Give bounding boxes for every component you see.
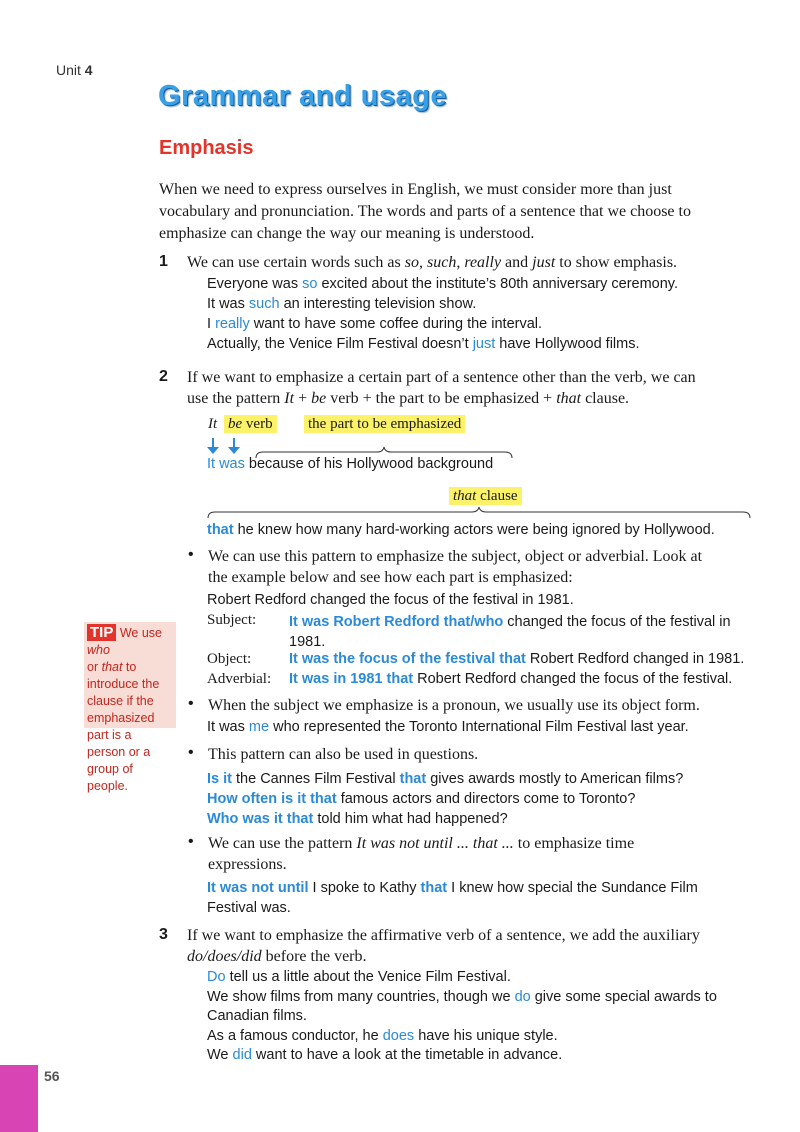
adverbial-example: It was in 1981 that Robert Redford changed the focus of the festival. [289, 671, 733, 687]
bullet-1-text: We can use this pattern to emphasize the subject, object or adverbial. Look at the example below and see how each part is emphasized: [208, 548, 703, 586]
point-3-examples: Do tell us a little about the Venice Film Festival. We show films from many countries, though we do give some special awards to Canadian films. As a famous conductor, he does have his unique style. We did want to have a look at the timetable in advance. [207, 969, 717, 1063]
example-line: Everyone was so excited about the institute’s 80th anniversary ceremony. [207, 276, 678, 292]
bullet-icon: • [188, 833, 194, 850]
diagram-example-1: It was because of his Hollywood background [207, 456, 494, 472]
point-2-text: If we want to emphasize a certain part of a sentence other than the verb, we can use the pattern It + be verb + the part to be emphasized + that clause. [187, 369, 696, 407]
point-1-text: We can use certain words such as so, such, really and just to show emphasis. [187, 254, 678, 271]
diagram-example-2: that he knew how many hard-working actors were being ignored by Hollywood. [207, 522, 715, 538]
diagram-label-that-clause: that clause [449, 488, 522, 505]
bullet-3-text: This pattern can also be used in questions. [208, 746, 479, 763]
base-sentence: Robert Redford changed the focus of the festival in 1981. [207, 592, 574, 608]
subject-example: It was Robert Redford that/who changed the focus of the festival in 1981. [289, 614, 731, 650]
row-label: Subject: [207, 612, 257, 628]
row-label: Adverbial: [207, 671, 272, 687]
tip-box: TIP We use who or that to introduce the clause if the emphasized part is a person or a group of people. [84, 622, 176, 728]
section-title: Emphasis [159, 137, 254, 159]
row-label: Object: [207, 651, 252, 667]
arrow-down-icon [228, 447, 240, 454]
bullet-icon: • [188, 695, 194, 712]
example-line: I really want to have some coffee during the interval. [207, 316, 543, 332]
unit-number: 4 [84, 62, 93, 78]
point-2-number: 2 [159, 368, 168, 385]
point-1-examples [207, 274, 678, 354]
brace-icon [207, 506, 752, 520]
question-examples: Is it the Cannes Film Festival that gives awards mostly to American films? How often is it that famous actors and directors come to Toronto? Who was it that told him what had happened? [207, 771, 684, 827]
object-example: It was the focus of the festival that Robert Redford changed in 1981. [289, 651, 745, 667]
bullet-icon: • [188, 744, 194, 761]
diagram-label-be-verb: be verb [224, 416, 277, 433]
example-line: It was such an interesting television show. [207, 296, 477, 312]
diagram-label-part: the part to be emphasized [304, 416, 465, 433]
page-number: 56 [44, 1068, 60, 1084]
example-line: Actually, the Venice Film Festival doesn’t just have Hollywood films. [207, 336, 640, 352]
arrow-down-icon [207, 447, 219, 454]
bullet-4-example: It was not until I spoke to Kathy that I knew how special the Sundance Film Festival was. [207, 880, 698, 916]
unit-label: Unit 4 [56, 62, 93, 78]
diagram-label-it: It [208, 416, 218, 432]
bullet-4-text: We can use the pattern It was not until ... that ... to emphasize time expressions. [208, 835, 635, 873]
bullet-icon: • [188, 546, 194, 563]
tip-label: TIP [87, 624, 116, 641]
point-1-number: 1 [159, 253, 168, 270]
point-3-text: If we want to emphasize the affirmative verb of a sentence, we add the auxiliary do/does/did before the verb. [187, 927, 700, 965]
intro-paragraph: When we need to express ourselves in English, we must consider more than just vocabulary and pronunciation. The words and parts of a sentence that we choose to emphasize can change the way our meaning is understood. [159, 181, 691, 242]
page-title: Grammar and usage [158, 80, 447, 112]
bullet-2-text: When the subject we emphasize is a pronoun, we usually use its object form. [208, 697, 700, 714]
page-edge-tab [0, 1065, 38, 1132]
bullet-2-example: It was me who represented the Toronto International Film Festival last year. [207, 719, 689, 735]
point-3-number: 3 [159, 926, 168, 943]
